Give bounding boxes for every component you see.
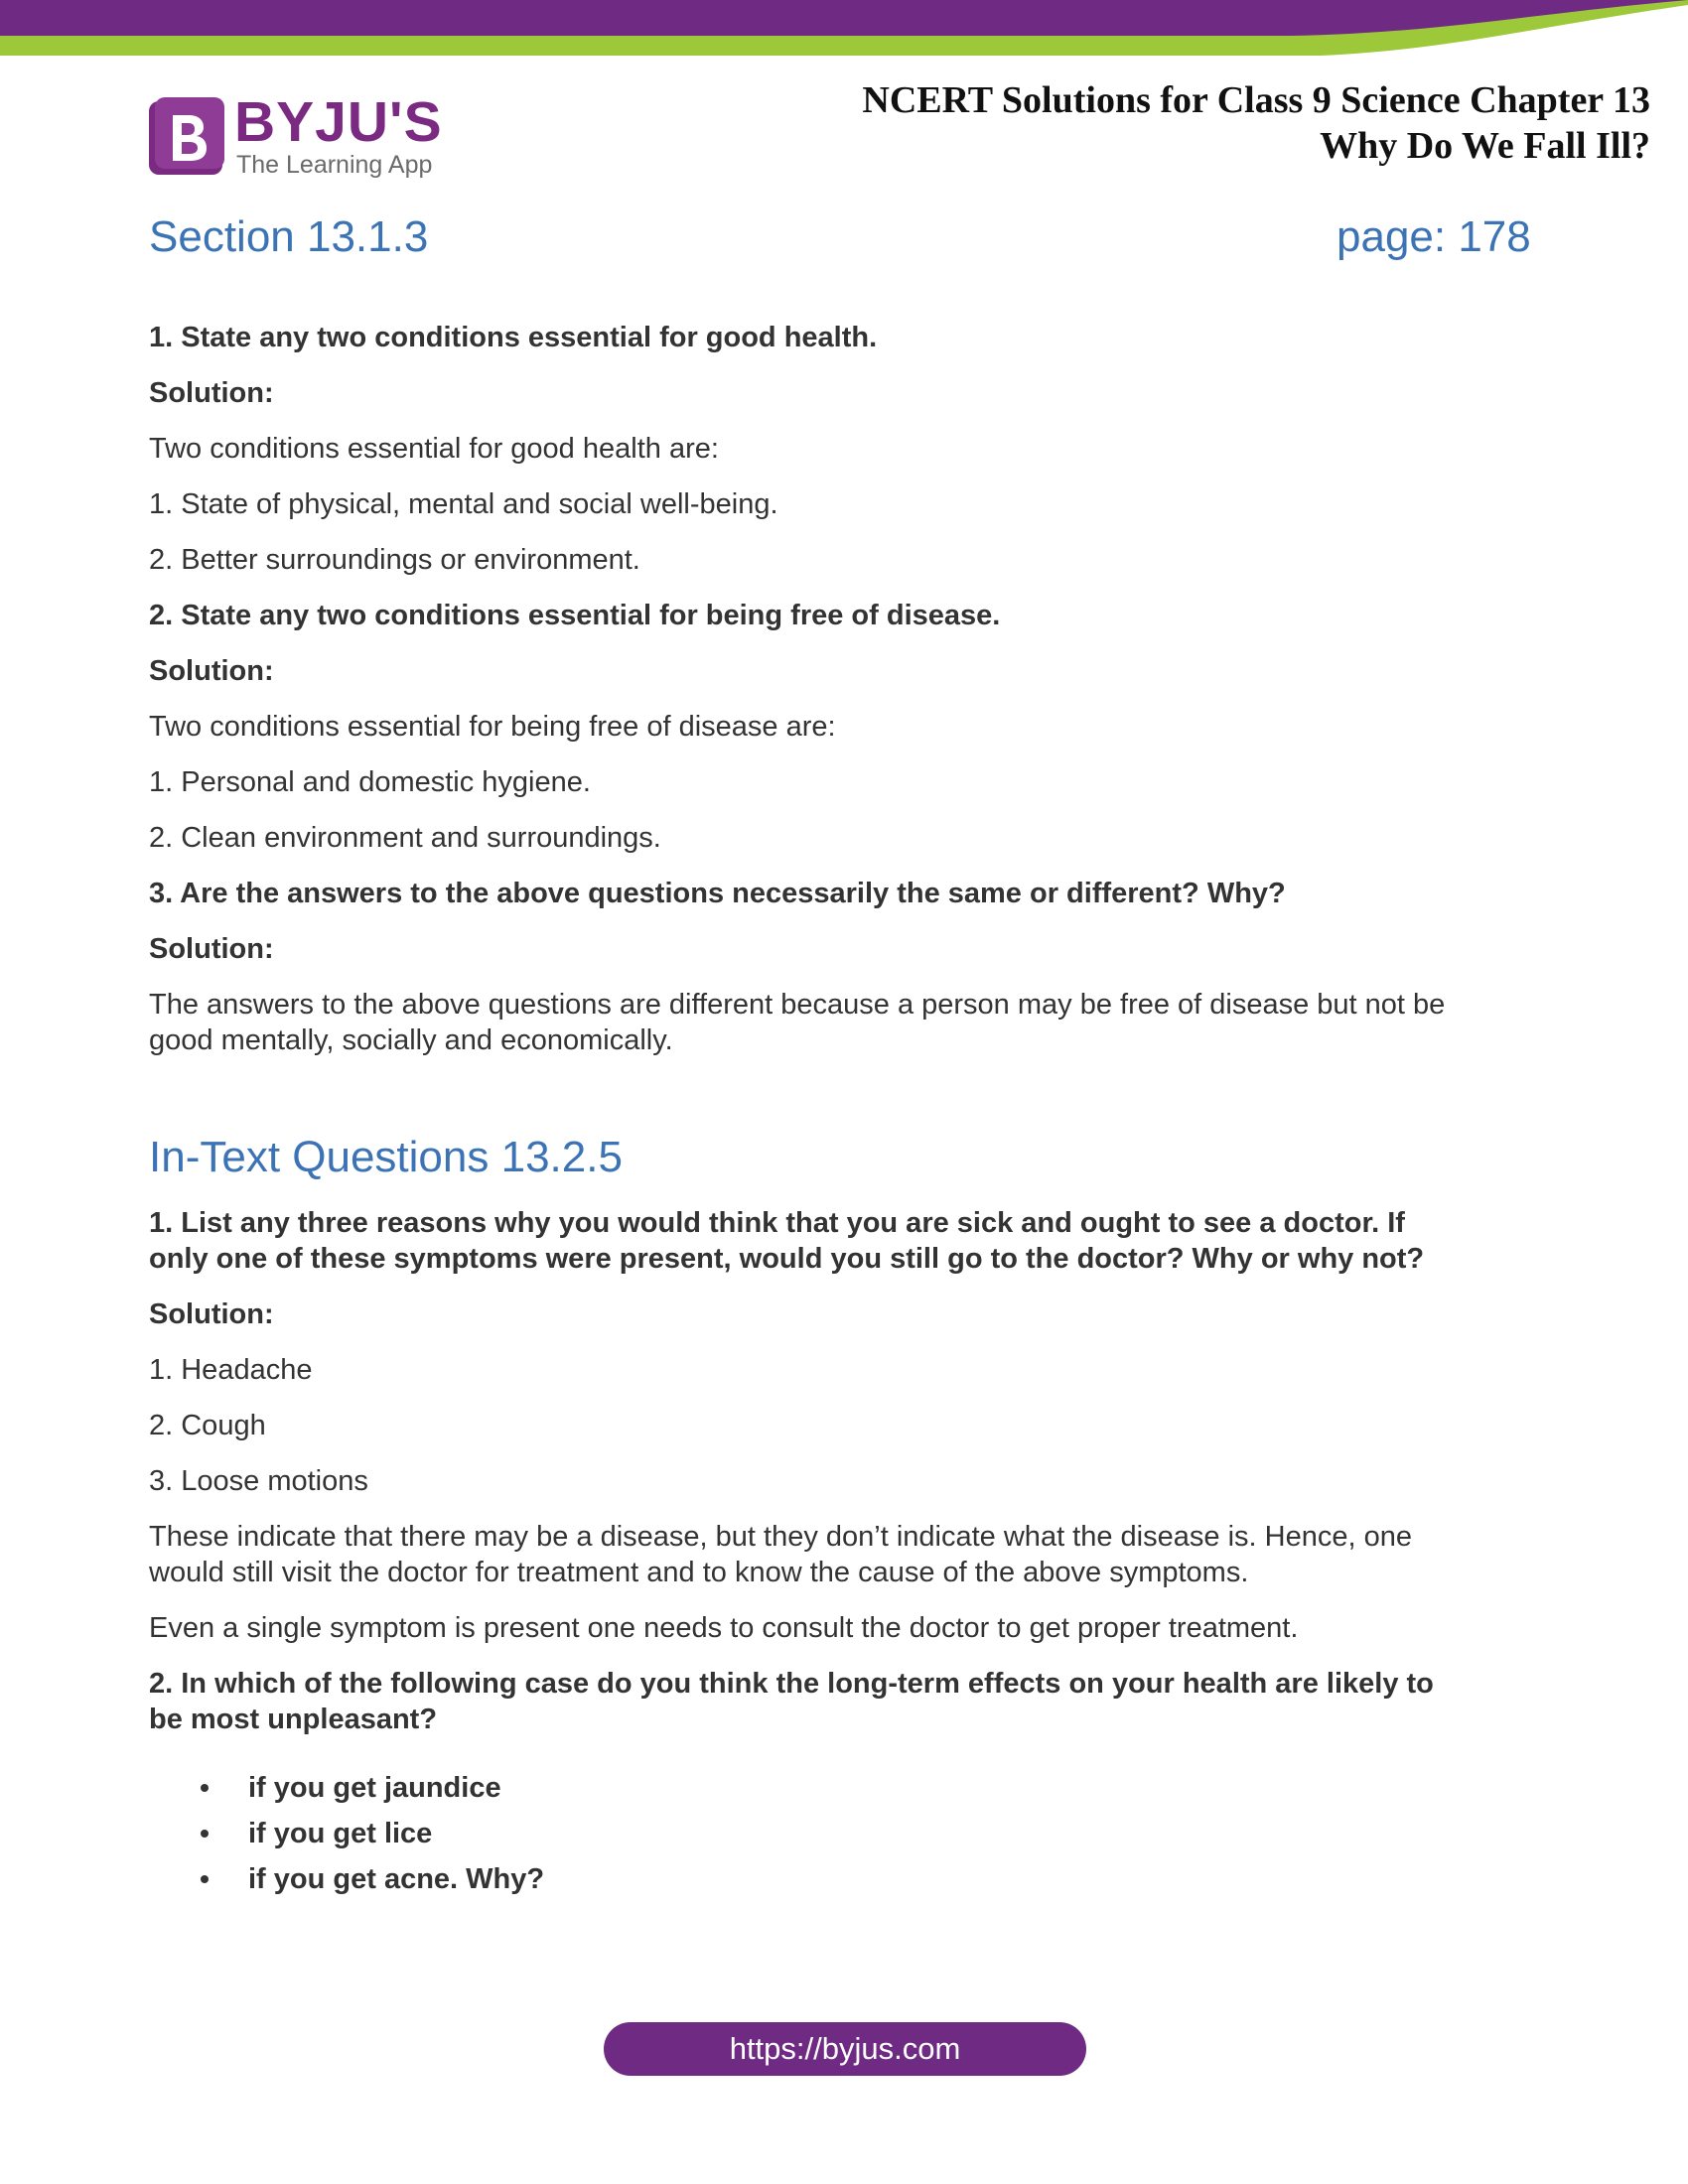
solution-label: Solution: [149,377,274,409]
answer-text-line: would still visit the doctor for treatment and to know the cause of the above symptoms. [149,1557,1249,1588]
option-item [149,1811,1539,1856]
solution-label: Solution: [149,1298,274,1330]
question-line: be most unpleasant? [149,1704,438,1735]
website-link-button[interactable]: https://byjus.com [604,2022,1086,2076]
answer-text-line: These indicate that there may be a disease, but they don’t indicate what the disease is. Hence, one [149,1521,1412,1553]
option-item [149,1856,1539,1902]
question-1-block [149,320,1539,1058]
answer-intro: Two conditions essential for good health are: [149,433,719,465]
logo-wordmark: BYJU'S [234,90,443,154]
answer-point: 1. State of physical, mental and social well-being. [149,488,778,520]
symptom-item: 1. Headache [149,1354,313,1386]
question-2: 2. State any two conditions essential for being free of disease. [149,600,1001,631]
solution-label: Solution: [149,655,274,687]
option-text: if you get lice [248,1818,433,1849]
bullet-icon [201,1875,209,1883]
byjus-b-icon [149,97,226,177]
top-banner [0,0,1688,60]
document-title [862,77,1650,169]
symptom-item: 3. Loose motions [149,1465,368,1497]
question-1: 1. State any two conditions essential for good health. [149,322,878,353]
answer-intro: Two conditions essential for being free of disease are: [149,711,836,743]
question-line: only one of these symptoms were present, would you still go to the doctor? Why or why not? [149,1243,1425,1275]
question-3: 3. Are the answers to the above questions necessarily the same or different? Why? [149,878,1286,909]
answer-point: 2. Better surroundings or environment. [149,544,640,576]
option-text: if you get jaundice [248,1772,501,1804]
answer-text-line: good mentally, socially and economically. [149,1024,673,1056]
symptom-item: 2. Cough [149,1410,266,1441]
section-title: Section 13.1.3 [149,212,429,261]
option-item [149,1765,1539,1811]
answer-point: 2. Clean environment and surroundings. [149,822,661,854]
question-line: 2. In which of the following case do you think the long-term effects on your health are likely to [149,1668,1434,1700]
title-line-2: Why Do We Fall Ill? [1320,125,1650,167]
in-text-questions-title: In-Text Questions 13.2.5 [149,1133,623,1181]
solution-label: Solution: [149,933,274,965]
page-number: page: 178 [1336,212,1531,261]
bullet-icon [201,1830,209,1838]
in-text-question-1-block [149,1205,1539,1737]
logo-tagline: The Learning App [236,151,433,179]
options-list [149,1765,1539,1902]
question-line: 1. List any three reasons why you would think that you are sick and ought to see a doctor. If [149,1207,1405,1239]
answer-text-line: The answers to the above questions are different because a person may be free of disease but not be [149,989,1446,1021]
option-text: if you get acne. Why? [248,1863,545,1895]
title-line-1: NCERT Solutions for Class 9 Science Chapter 13 [862,79,1650,121]
bullet-icon [201,1784,209,1792]
answer-text: Even a single symptom is present one needs to consult the doctor to get proper treatment. [149,1612,1299,1644]
answer-point: 1. Personal and domestic hygiene. [149,766,591,798]
